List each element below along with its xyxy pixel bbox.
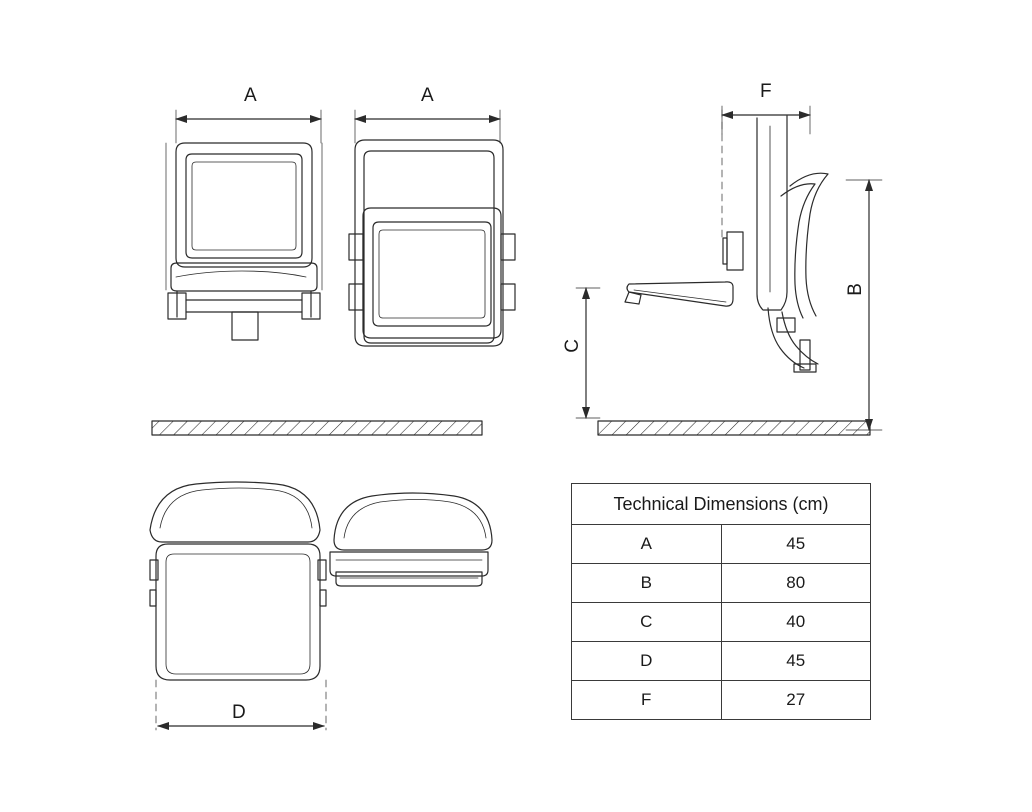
dimension-value: 80 <box>721 564 871 603</box>
dimension-line-f <box>722 106 810 238</box>
table-row <box>572 564 871 603</box>
dimension-label-f: F <box>760 81 772 102</box>
dimension-label-b: B <box>845 283 866 296</box>
dimension-value: 27 <box>721 681 871 720</box>
dimension-line-a-folded <box>355 110 500 143</box>
dimension-key: F <box>572 681 722 720</box>
technical-dimensions-table <box>571 483 871 720</box>
dimension-label-c: C <box>562 339 583 353</box>
table-title: Technical Dimensions (cm) <box>572 484 871 525</box>
dimension-key: C <box>572 603 722 642</box>
dimension-label-d: D <box>232 702 246 723</box>
dimension-line-a-front <box>176 110 321 143</box>
dimension-key: D <box>572 642 722 681</box>
table-row <box>572 642 871 681</box>
folded-view-seat <box>349 140 515 346</box>
dimension-value: 45 <box>721 642 871 681</box>
dimension-label-a-front: A <box>244 85 257 106</box>
dimension-key: A <box>572 525 722 564</box>
dimension-key: B <box>572 564 722 603</box>
dimension-value: 40 <box>721 603 871 642</box>
dimension-line-c <box>576 288 600 418</box>
iso-view-seat <box>330 493 492 586</box>
table-header-row <box>572 484 871 525</box>
side-section-view <box>625 116 828 372</box>
table-row <box>572 603 871 642</box>
table-row <box>572 525 871 564</box>
dimension-value: 45 <box>721 525 871 564</box>
dimension-line-b <box>846 180 882 430</box>
front-view-seat <box>166 143 322 340</box>
top-view-seat <box>150 482 326 730</box>
floor-hatch-right <box>598 421 870 435</box>
floor-hatch-left <box>152 421 482 435</box>
table-row <box>572 681 871 720</box>
dimension-label-a-folded: A <box>421 85 434 106</box>
